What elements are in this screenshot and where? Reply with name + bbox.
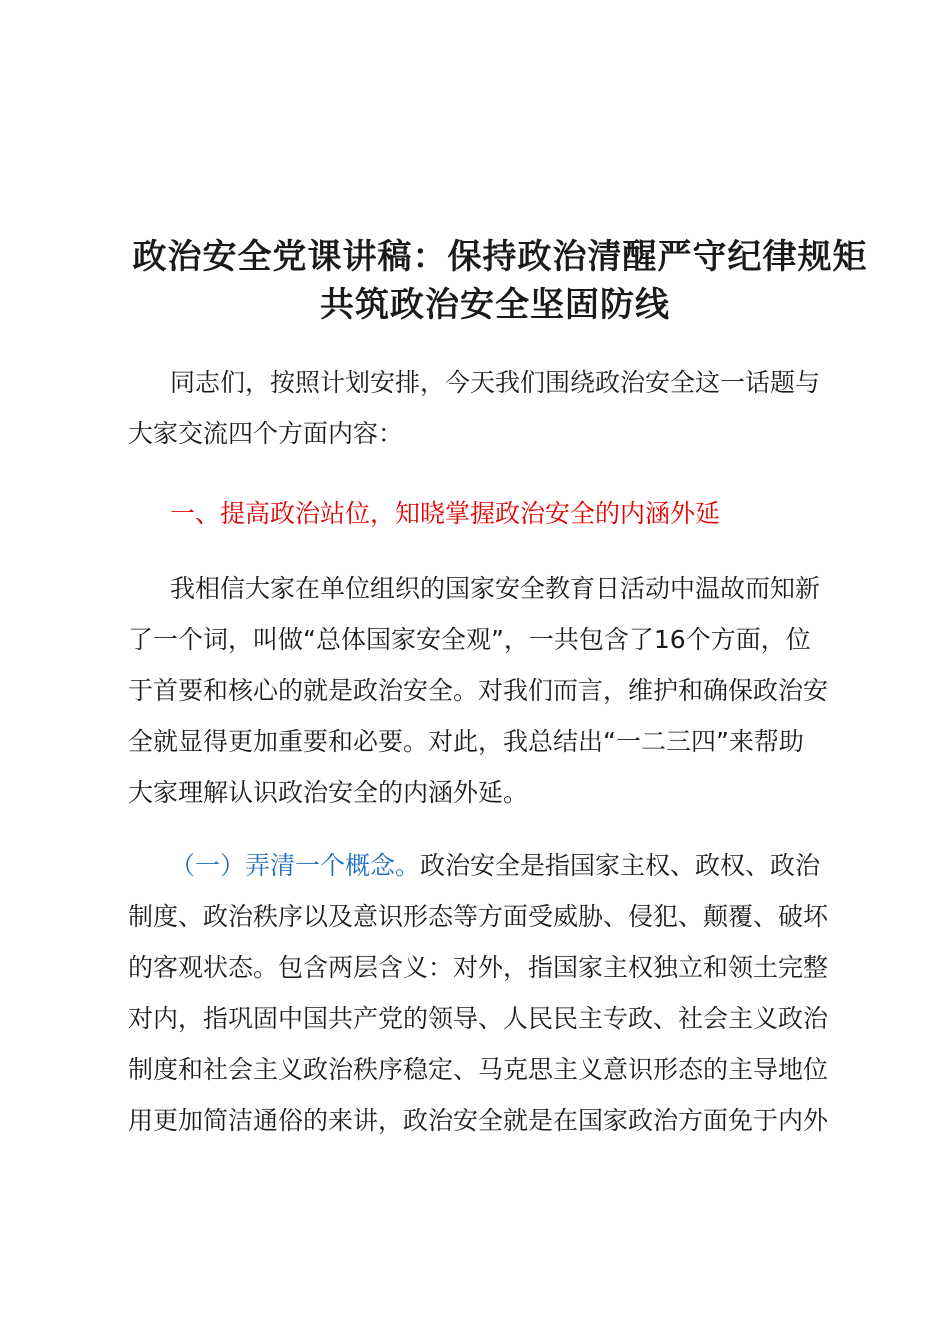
paragraph-line: 的客观状态。包含两层含义：对外，指国家主权独立和领土完整 (128, 953, 829, 982)
paragraph-line: 于首要和核心的就是政治安全。对我们而言，维护和确保政治安 (128, 676, 829, 705)
paragraph-text: 政治安全是指国家主权、政权、政治 (420, 851, 821, 880)
intro-line: 同志们，按照计划安排，今天我们围绕政治安全这一话题与 (170, 368, 821, 397)
paragraph-line (128, 840, 848, 891)
paragraph-line: 了一个词，叫做“总体国家安全观”，一共包含了16个方面，位 (128, 625, 811, 654)
paragraph-line: 全就显得更加重要和必要。对此，我总结出“一二三四”来帮助 (128, 727, 804, 756)
paragraph-line: 对内，指巩固中国共产党的领导、人民民主专政、社会主义政治 (128, 1004, 829, 1033)
paragraph-line: 我相信大家在单位组织的国家安全教育日活动中温故而知新 (170, 574, 821, 603)
section1-paragraph-2 (128, 840, 848, 1146)
paragraph-line: 用更加简洁通俗的来讲，政治安全就是在国家政治方面免于内外 (128, 1106, 829, 1135)
paragraph-line: 制度、政治秩序以及意识形态等方面受威胁、侵犯、颠覆、破坏 (128, 902, 829, 931)
section1-paragraph-1 (128, 563, 848, 818)
paragraph-line: 制度和社会主义政治秩序稳定、马克思主义意识形态的主导地位 (128, 1055, 829, 1084)
subsection-lead: （一）弄清一个概念。 (170, 851, 421, 880)
intro-paragraph (128, 357, 848, 459)
document-title-line-2: 共筑政治安全坚固防线 (320, 285, 670, 325)
document-title-line-1: 政治安全党课讲稿：保持政治清醒严守纪律规矩 (132, 237, 868, 277)
section-heading-1: 一、提高政治站位，知晓掌握政治安全的内涵外延 (170, 499, 721, 528)
intro-line: 大家交流四个方面内容： (128, 419, 404, 448)
paragraph-line: 大家理解认识政治安全的内涵外延。 (128, 778, 529, 807)
